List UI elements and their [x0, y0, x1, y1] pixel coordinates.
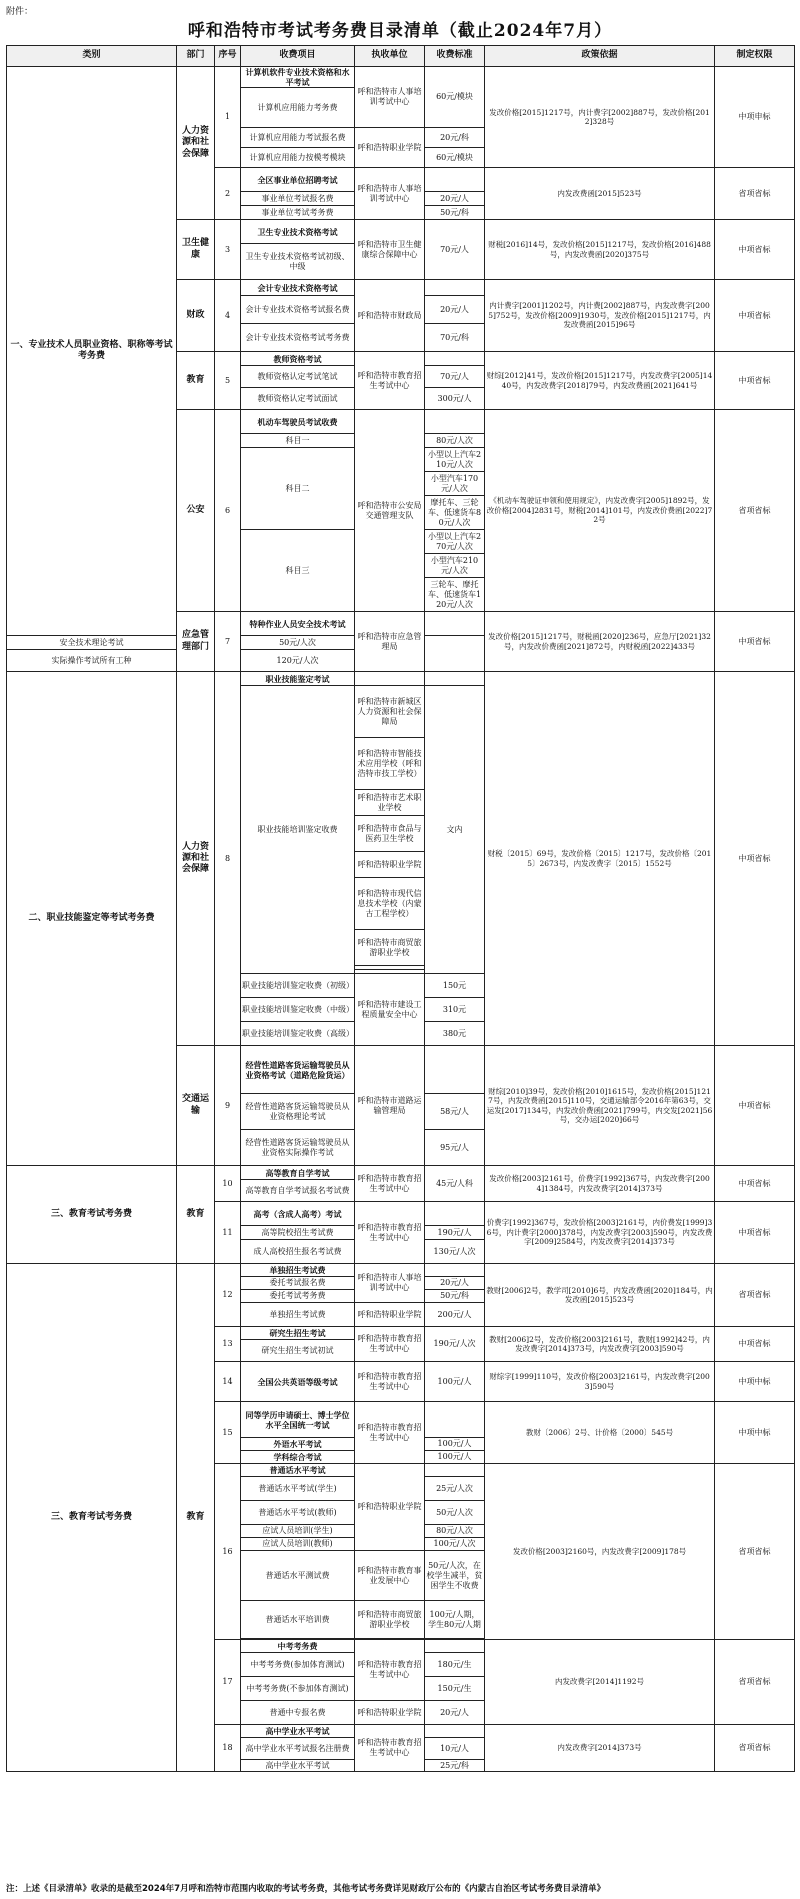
item-cell: 普通话水平测试费 — [241, 1551, 355, 1601]
item-cell: 教师资格认定考试面试 — [241, 388, 355, 410]
fee-cell: 180元/生 — [425, 1653, 485, 1677]
fee-cell: 300元/人 — [425, 388, 485, 410]
col-category: 类别 — [7, 46, 177, 67]
fee-cell — [425, 280, 485, 296]
fee-cell: 80元/人次 — [425, 434, 485, 448]
authority-cell: 中项省标 — [715, 1166, 795, 1202]
unit-cell: 呼和浩特市现代信息技术学校（内蒙古工程学校） — [355, 878, 425, 930]
col-basis: 政策依据 — [485, 46, 715, 67]
fee-cell: 20元/人 — [425, 1277, 485, 1290]
fee-cell: 80元/人次 — [425, 1525, 485, 1538]
category-cell: 三、教育考试考务费 — [7, 1166, 177, 1264]
item-cell: 普通话水平培训费 — [241, 1601, 355, 1639]
item-cell: 计算机软件专业技术资格和水平考试 — [241, 67, 355, 88]
unit-cell: 呼和浩特市人事培训考试中心 — [355, 1264, 425, 1303]
fee-cell: 25元/人次 — [425, 1477, 485, 1501]
item-cell: 全区事业单位招聘考试 — [241, 168, 355, 192]
table-row — [7, 67, 795, 88]
basis-cell: 教财[2006]2号，发改价格[2003]2161号，教财[1992]42号，内发改费字[2014]373号，内发改费字[2003]590号 — [485, 1327, 715, 1362]
unit-cell: 呼和浩特市教育招生考试中心 — [355, 352, 425, 410]
fee-table — [6, 45, 795, 1772]
item-cell: 会计专业技术资格考试 — [241, 280, 355, 296]
fee-cell: 25元/科 — [425, 1760, 485, 1772]
fee-cell: 45元/人科 — [425, 1166, 485, 1202]
fee-cell: 50元/科 — [425, 206, 485, 220]
authority-cell: 省项省标 — [715, 1725, 795, 1772]
unit-cell: 呼和浩特市卫生健康综合保障中心 — [355, 220, 425, 280]
basis-cell: 财综字[1999]110号，发改价格[2003]2161号，内发改费字[2003]590号 — [485, 1362, 715, 1402]
unit-cell: 呼和浩特市教育事业发展中心 — [355, 1551, 425, 1601]
fee-cell: 190元/人 — [425, 1226, 485, 1240]
seq-cell: 9 — [215, 1046, 241, 1166]
seq-cell: 11 — [215, 1202, 241, 1264]
item-cell: 普通话水平考试(教师) — [241, 1501, 355, 1525]
seq-cell: 15 — [215, 1402, 241, 1464]
fee-cell — [425, 1264, 485, 1277]
unit-cell: 呼和浩特职业学院 — [355, 1701, 425, 1725]
item-cell: 研究生招生考试 — [241, 1327, 355, 1340]
fee-cell: 190元/人次 — [425, 1327, 485, 1362]
item-cell: 经营性道路客货运输驾驶员从业资格实际操作考试 — [241, 1130, 355, 1166]
item-cell: 单独招生考试费 — [241, 1303, 355, 1327]
dept-cell: 卫生健康 — [177, 220, 215, 280]
fee-cell: 70元/科 — [425, 324, 485, 352]
item-cell: 成人高校招生报名考试费 — [241, 1240, 355, 1264]
basis-cell: 发改价格[2015]1217号，内计费字[2002]887号，发改价格[2012]328号 — [485, 67, 715, 168]
item-cell: 中考考务费 — [241, 1640, 355, 1653]
item-cell: 高中学业水平考试 — [241, 1760, 355, 1772]
item-cell: 计算机应用能力按模考模块 — [241, 148, 355, 168]
footnote: 注：上述《目录清单》收录的是截至2024年7月呼和浩特市范围内收取的考试考务费，其他考试考务费详见财政厅公布的《内蒙古自治区考试考务费目录清单》 — [6, 1884, 606, 1894]
item-cell: 普通话水平考试 — [241, 1464, 355, 1477]
fee-cell — [425, 410, 485, 434]
authority-cell: 中项省标 — [715, 1327, 795, 1362]
unit-cell: 呼和浩特市财政局 — [355, 280, 425, 352]
item-cell: 科目二 — [241, 448, 355, 530]
unit-cell: 呼和浩特市教育招生考试中心 — [355, 1202, 425, 1264]
basis-cell: 财综[2012]41号，发改价格[2015]1217号，内发改费字[2005]1440号，内发改费字[2018]79号，内发改费函[2021]641号 — [485, 352, 715, 410]
seq-cell: 1 — [215, 67, 241, 168]
item-cell: 应试人员培训(教师) — [241, 1538, 355, 1551]
unit-cell: 呼和浩特市人事培训考试中心 — [355, 67, 425, 128]
item-cell: 高中学业水平考试 — [241, 1725, 355, 1738]
fee-cell — [425, 612, 485, 636]
authority-cell: 中项省标 — [715, 352, 795, 410]
unit-cell: 呼和浩特市道路运输管理局 — [355, 1046, 425, 1166]
fee-cell: 100元/人 — [425, 1362, 485, 1402]
fee-cell: 小型以上汽车210元/人次 — [425, 448, 485, 472]
item-cell: 高等教育自学考试报名考试费 — [241, 1180, 355, 1202]
item-cell: 普通中专报名费 — [241, 1701, 355, 1725]
fee-cell — [425, 352, 485, 366]
fee-cell: 150元 — [425, 974, 485, 998]
authority-cell: 省项省标 — [715, 1464, 795, 1640]
basis-cell: 价费字[1992]367号，发改价格[2003]2161号，内价费发[1999]36号，内计费字[2000]378号，内发改费字[2003]590号，内发改费字[2009]2584号，内发改费字[2014]373号 — [485, 1202, 715, 1264]
item-cell: 经营性道路客货运输驾驶员从业资格考试（道路危险货运） — [241, 1046, 355, 1094]
fee-cell — [425, 672, 485, 686]
item-cell: 实际操作考试所有工种 — [7, 650, 177, 672]
fee-cell: 三轮车、摩托车、低速货车120元/人次 — [425, 578, 485, 612]
unit-cell: 呼和浩特市应急管理局 — [355, 612, 425, 672]
header-row — [7, 46, 795, 67]
fee-cell: 70元/人 — [425, 220, 485, 280]
unit-cell: 呼和浩特市商贸旅游职业学校 — [355, 930, 425, 966]
item-cell: 会计专业技术资格考试报名费 — [241, 296, 355, 324]
unit-cell: 呼和浩特职业学院 — [355, 852, 425, 878]
fee-cell: 150元/生 — [425, 1677, 485, 1701]
fee-cell: 100元/人期，学生80元/人期 — [425, 1601, 485, 1639]
unit-cell: 呼和浩特市公安局交通管理支队 — [355, 410, 425, 612]
authority-cell: 省项省标 — [715, 168, 795, 220]
fee-cell: 10元/人 — [425, 1738, 485, 1760]
fee-cell — [425, 168, 485, 192]
seq-cell: 5 — [215, 352, 241, 410]
unit-cell: 呼和浩特市教育招生考试中心 — [355, 1362, 425, 1402]
authority-cell: 中项中标 — [715, 1402, 795, 1464]
basis-cell: 内计费字[2001]1202号，内计费[2002]887号，内发改费字[2005]752号，发改价格[2009]1930号，发改价格[2015]1217号，内发改费函[2015]96号 — [485, 280, 715, 352]
seq-cell: 8 — [215, 672, 241, 1046]
basis-cell: 发改价格[2015]1217号，财税函[2020]236号，应急厅[2021]32号，内发改价费函[2021]872号，内财税函[2022]433号 — [485, 612, 715, 672]
table-row — [7, 1264, 795, 1277]
fee-cell: 70元/人 — [425, 366, 485, 388]
basis-cell: 财税[2016]14号，发改价格[2015]1217号，发改价格[2016]488号，内发改费函[2020]375号 — [485, 220, 715, 280]
authority-cell: 中项省标 — [715, 1046, 795, 1166]
unit-cell: 呼和浩特职业学院 — [355, 128, 425, 168]
basis-cell: 财税〔2015〕69号，发改价格〔2015〕1217号，发改价格〔2015〕2673号，内发改费字〔2015〕1552号 — [485, 672, 715, 1046]
unit-cell: 呼和浩特职业学院 — [355, 1464, 425, 1551]
unit-cell: 呼和浩特市教育招生考试中心 — [355, 1725, 425, 1772]
basis-cell: 内发改费字[2014]373号 — [485, 1725, 715, 1772]
item-cell: 事业单位考试报名费 — [241, 192, 355, 206]
item-cell: 事业单位考试考务费 — [241, 206, 355, 220]
basis-cell: 发改价格[2003]2160号，内发改费字[2009]178号 — [485, 1464, 715, 1640]
category-cell: 一、专业技术人员职业资格、职称等考试考务费 — [7, 67, 177, 636]
fee-cell — [425, 1402, 485, 1438]
basis-cell: 教财[2006]2号，教学司[2010]6号，内发改费函[2020]184号，内发改函[2015]523号 — [485, 1264, 715, 1327]
item-cell: 卫生专业技术资格考试 — [241, 220, 355, 244]
authority-cell: 中项省标 — [715, 612, 795, 672]
item-cell: 普通话水平考试(学生) — [241, 1477, 355, 1501]
dept-cell: 交通运输 — [177, 1046, 215, 1166]
item-cell: 经营性道路客货运输驾驶员从业资格理论考试 — [241, 1094, 355, 1130]
unit-cell: 呼和浩特市教育招生考试中心 — [355, 1640, 425, 1701]
item-cell: 高中学业水平考试报名注册费 — [241, 1738, 355, 1760]
fee-cell: 100元/人 — [425, 1451, 485, 1464]
fee-cell: 20元/人 — [425, 1701, 485, 1725]
unit-cell — [355, 672, 425, 686]
item-cell: 职业技能培训鉴定收费（中级） — [241, 998, 355, 1022]
item-cell: 全国公共英语等级考试 — [241, 1362, 355, 1402]
seq-cell: 18 — [215, 1725, 241, 1772]
unit-cell: 呼和浩特市商贸旅游职业学校 — [355, 1601, 425, 1639]
basis-cell: 发改价格[2003]2161号，价费字[1992]367号，内发改费字[2004]1384号，内发改费字[2014]373号 — [485, 1166, 715, 1202]
basis-cell: 《机动车驾驶证申领和使用规定》，内发改费字[2005]1892号，发改价格[2004]2831号，财税[2014]101号，内发改价费函[2022]72号 — [485, 410, 715, 612]
authority-cell: 省项省标 — [715, 1264, 795, 1327]
fee-cell: 50元/人次 — [241, 636, 355, 650]
col-seq: 序号 — [215, 46, 241, 67]
dept-cell: 人力资源和社会保障 — [177, 672, 215, 1046]
item-cell: 研究生招生考试初试 — [241, 1340, 355, 1362]
col-authority: 制定权限 — [715, 46, 795, 67]
fee-cell: 100元/人次 — [425, 1538, 485, 1551]
item-cell: 委托考试报名费 — [241, 1277, 355, 1290]
col-item: 收费项目 — [241, 46, 355, 67]
item-cell: 应试人员培训(学生) — [241, 1525, 355, 1538]
dept-cell: 教育 — [177, 352, 215, 410]
fee-cell: 130元/人次 — [425, 1240, 485, 1264]
item-cell: 科目一 — [241, 434, 355, 448]
seq-cell: 16 — [215, 1464, 241, 1640]
item-cell: 高等教育自学考试 — [241, 1166, 355, 1180]
seq-cell: 14 — [215, 1362, 241, 1402]
dept-cell: 教育 — [177, 1166, 215, 1264]
seq-cell: 17 — [215, 1640, 241, 1725]
unit-cell: 呼和浩特市艺术职业学校 — [355, 790, 425, 816]
fee-cell: 20元/人 — [425, 192, 485, 206]
fee-cell: 小型汽车210元/人次 — [425, 554, 485, 578]
col-fee: 收费标准 — [425, 46, 485, 67]
authority-cell: 省项省标 — [715, 410, 795, 612]
fee-cell: 380元 — [425, 1022, 485, 1046]
item-cell: 机动车驾驶员考试收费 — [241, 410, 355, 434]
unit-cell: 呼和浩特职业学院 — [355, 1303, 425, 1327]
fee-cell — [425, 1202, 485, 1226]
item-cell: 职业技能培训鉴定收费 — [241, 686, 355, 974]
authority-cell: 省项省标 — [715, 1640, 795, 1725]
item-cell: 单独招生考试费 — [241, 1264, 355, 1277]
item-cell: 科目三 — [241, 530, 355, 612]
fee-cell: 摩托车、三轮车、低速货车80元/人次 — [425, 496, 485, 530]
seq-cell: 2 — [215, 168, 241, 220]
item-cell: 安全技术理论考试 — [7, 636, 177, 650]
fee-cell: 60元/模块 — [425, 148, 485, 168]
fee-cell: 小型以上汽车270元/人次 — [425, 530, 485, 554]
authority-cell: 中项省标 — [715, 1202, 795, 1264]
item-cell: 中考考务费(参加体育测试) — [241, 1653, 355, 1677]
dept-cell: 教育 — [177, 1264, 215, 1772]
fee-cell — [425, 1725, 485, 1738]
basis-cell: 内发改费函[2015]523号 — [485, 168, 715, 220]
item-cell: 职业技能鉴定考试 — [241, 672, 355, 686]
fee-cell — [425, 1464, 485, 1477]
basis-cell: 内发改费字[2014]1192号 — [485, 1640, 715, 1725]
unit-cell: 呼和浩特市食品与医药卫生学校 — [355, 816, 425, 852]
seq-cell: 13 — [215, 1327, 241, 1362]
fee-cell: 60元/模块 — [425, 67, 485, 128]
seq-cell: 7 — [215, 612, 241, 672]
unit-cell: 呼和浩特市教育招生考试中心 — [355, 1327, 425, 1362]
fee-cell: 58元/人 — [425, 1094, 485, 1130]
fee-cell: 文内 — [425, 686, 485, 974]
dept-cell: 应急管理部门 — [177, 612, 215, 672]
item-cell: 计算机应用能力考试报名费 — [241, 128, 355, 148]
item-cell: 教师资格认定考试笔试 — [241, 366, 355, 388]
seq-cell: 10 — [215, 1166, 241, 1202]
item-cell: 高考（含成人高考）考试 — [241, 1202, 355, 1226]
fee-cell: 50元/人次 — [425, 1501, 485, 1525]
table-row — [7, 1166, 795, 1180]
attachment-label: 附件： — [6, 7, 34, 17]
table-row — [7, 672, 795, 686]
item-cell: 特种作业人员安全技术考试 — [241, 612, 355, 636]
fee-cell: 50元/科 — [425, 1290, 485, 1303]
item-cell: 学科综合考试 — [241, 1451, 355, 1464]
item-cell: 会计专业技术资格考试考务费 — [241, 324, 355, 352]
authority-cell: 中项省标 — [715, 280, 795, 352]
fee-cell: 95元/人 — [425, 1130, 485, 1166]
fee-cell: 200元/人 — [425, 1303, 485, 1327]
unit-cell: 呼和浩特市教育招生考试中心 — [355, 1402, 425, 1464]
col-dept: 部门 — [177, 46, 215, 67]
item-cell: 教师资格考试 — [241, 352, 355, 366]
item-cell: 外语水平考试 — [241, 1438, 355, 1451]
item-cell: 职业技能培训鉴定收费（高级） — [241, 1022, 355, 1046]
category-cell: 三、教育考试考务费 — [7, 1264, 177, 1772]
fee-cell: 310元 — [425, 998, 485, 1022]
dept-cell: 财政 — [177, 280, 215, 352]
seq-cell: 6 — [215, 410, 241, 612]
seq-cell: 3 — [215, 220, 241, 280]
unit-cell: 呼和浩特市智能技术应用学校（呼和浩特市技工学校） — [355, 738, 425, 790]
fee-cell: 100元/人 — [425, 1438, 485, 1451]
fee-cell — [425, 1640, 485, 1653]
unit-cell: 呼和浩特市建设工程质量安全中心 — [355, 974, 425, 1046]
category-cell: 二、职业技能鉴定等考试考务费 — [7, 672, 177, 1166]
dept-cell: 公安 — [177, 410, 215, 612]
unit-cell: 呼和浩特市教育招生考试中心 — [355, 1166, 425, 1202]
unit-cell: 呼和浩特市新城区人力资源和社会保障局 — [355, 686, 425, 738]
fee-cell: 20元/科 — [425, 128, 485, 148]
item-cell: 计算机应用能力考务费 — [241, 88, 355, 128]
page-title: 呼和浩特市考试考务费目录清单（截止2024年7月） — [187, 21, 613, 41]
authority-cell: 中项省标 — [715, 672, 795, 1046]
unit-cell: 呼和浩特市人事培训考试中心 — [355, 168, 425, 220]
item-cell: 高等院校招生考试费 — [241, 1226, 355, 1240]
item-cell: 同等学历申请硕士、博士学位水平全国统一考试 — [241, 1402, 355, 1438]
fee-cell: 小型汽车170元/人次 — [425, 472, 485, 496]
fee-cell — [425, 1046, 485, 1094]
seq-cell: 4 — [215, 280, 241, 352]
fee-cell: 120元/人次 — [241, 650, 355, 672]
basis-cell: 教财〔2006〕2号、计价格〔2000〕545号 — [485, 1402, 715, 1464]
item-cell: 职业技能培训鉴定收费（初级） — [241, 974, 355, 998]
dept-cell: 人力资源和社会保障 — [177, 67, 215, 220]
item-cell: 卫生专业技术资格考试初级、中级 — [241, 244, 355, 280]
col-unit: 执收单位 — [355, 46, 425, 67]
fee-cell: 50元/人次，在校学生减半，贫困学生不收费 — [425, 1551, 485, 1601]
seq-cell: 12 — [215, 1264, 241, 1327]
authority-cell: 中项中标 — [715, 1362, 795, 1402]
authority-cell: 中项申标 — [715, 67, 795, 168]
basis-cell: 财综[2010]39号，发改价格[2010]1615号，发改价格[2015]1217号，内发改费函[2015]110号，交通运输部令2016年第63号，交运发[2017]134号，内发改价费函[2021]799号，内交发[2021]56号，交办运[2020]66号 — [485, 1046, 715, 1166]
fee-cell: 20元/人 — [425, 296, 485, 324]
item-cell: 中考考务费(不参加体育测试) — [241, 1677, 355, 1701]
item-cell: 委托考试考务费 — [241, 1290, 355, 1303]
authority-cell: 中项省标 — [715, 220, 795, 280]
